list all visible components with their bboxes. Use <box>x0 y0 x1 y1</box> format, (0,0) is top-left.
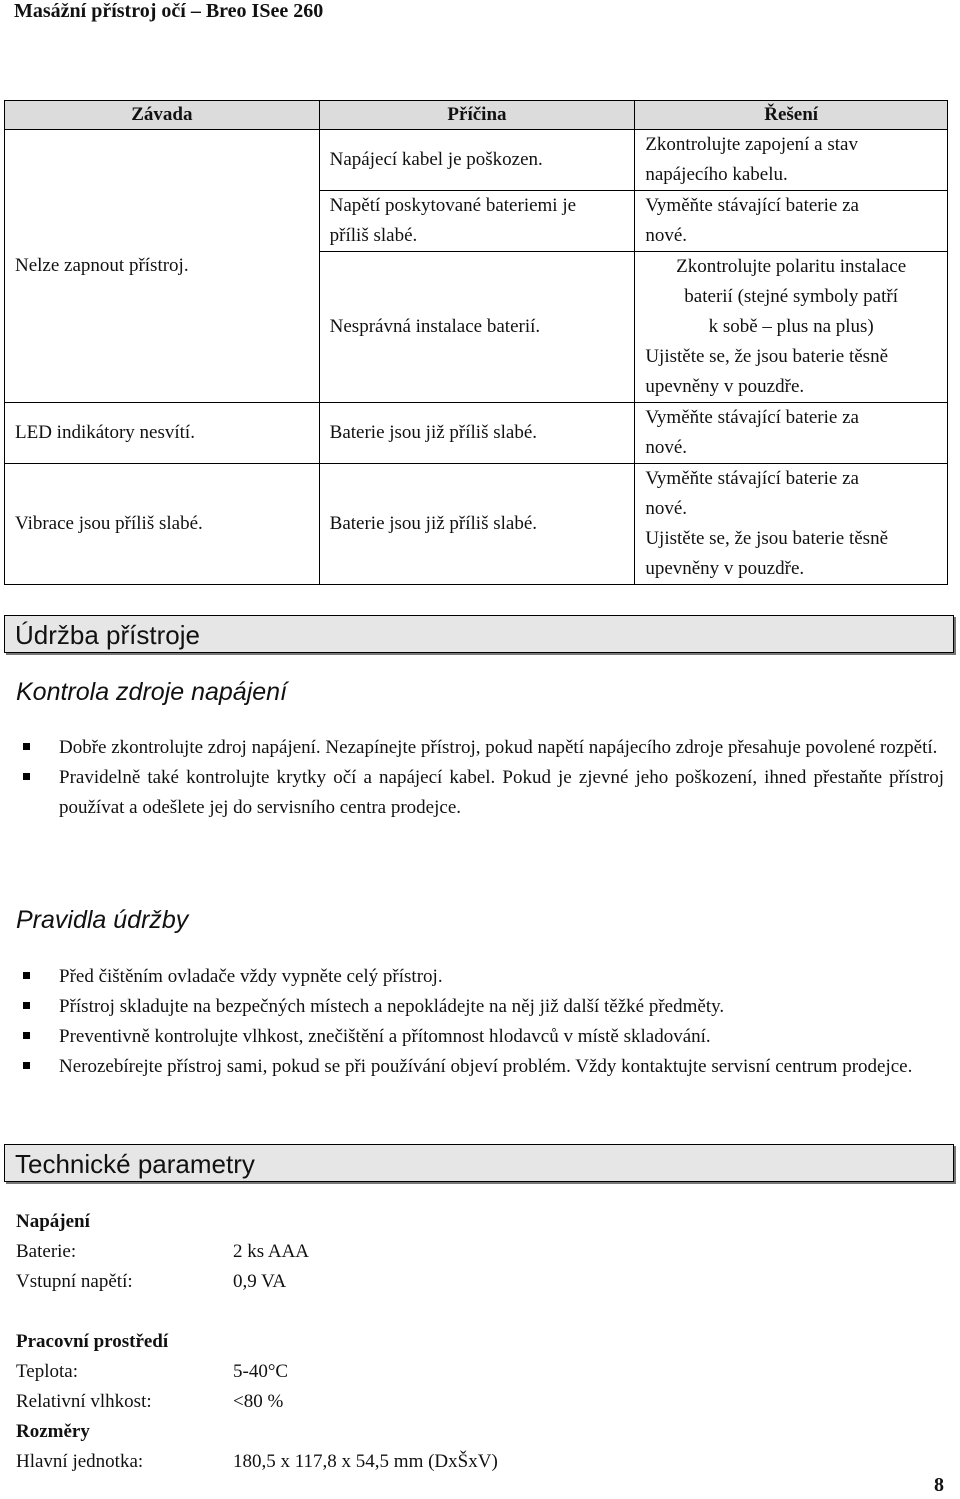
solution-cell: Vyměňte stávající baterie za nové. <box>635 191 948 252</box>
cause-cell: Baterie jsou již příliš slabé. <box>319 403 635 464</box>
solution-cell: Zkontrolujte polaritu instalace baterií (stejné symboly patří k sobě – plus na plus) Ujistěte se, že jsou baterie těsně upevněny v pouzdře. <box>635 252 948 403</box>
cause-cell: Nesprávná instalace baterií. <box>319 252 635 403</box>
spec-value-main-unit: 180,5 x 117,8 x 54,5 mm (DxŠxV) <box>233 1451 498 1472</box>
document-title: Masážní přístroj očí – Breo ISee 260 <box>14 0 324 22</box>
technical-specs <box>16 1207 616 1477</box>
cause-cell: Baterie jsou již příliš slabé. <box>319 464 635 585</box>
section-heading-technical-parameters: Technické parametry <box>4 1144 954 1182</box>
spec-label-main-unit: Hlavní jednotka: <box>16 1451 144 1472</box>
cause-cell: Napětí poskytované bateriemi je příliš slabé. <box>319 191 635 252</box>
table-row <box>5 130 948 191</box>
spec-label-temperature: Teplota: <box>16 1361 78 1382</box>
spec-heading-dimensions: Rozměry <box>16 1421 90 1442</box>
power-check-list <box>16 733 944 823</box>
spec-heading-power: Napájení <box>16 1211 90 1232</box>
list-item: Přístroj skladujte na bezpečných místech a nepokládejte na něj již další těžké předměty. <box>16 992 944 1022</box>
fault-cell: Vibrace jsou příliš slabé. <box>5 464 320 585</box>
spec-label-humidity: Relativní vlhkost: <box>16 1391 152 1412</box>
cause-cell: Napájecí kabel je poškozen. <box>319 130 635 191</box>
list-item: Pravidelně také kontrolujte krytky očí a napájecí kabel. Pokud je zjevné jeho poškození, ihned přestaňte přístroj používat a odešlete jej do servisního centra prodejce. <box>16 763 944 823</box>
table-row <box>5 403 948 464</box>
page-number: 8 <box>934 1474 944 1496</box>
section-heading-maintenance: Údržba přístroje <box>4 615 954 653</box>
troubleshooting-table <box>4 100 948 585</box>
subheading-maintenance-rules: Pravidla údržby <box>16 906 189 934</box>
column-header-fault: Závada <box>5 101 320 130</box>
bullet-square-icon <box>23 1032 30 1039</box>
spec-value-battery: 2 ks AAA <box>233 1241 310 1262</box>
spec-label-voltage: Vstupní napětí: <box>16 1271 133 1292</box>
fault-cell: LED indikátory nesvítí. <box>5 403 320 464</box>
bullet-square-icon <box>23 972 30 979</box>
solution-cell: Zkontrolujte zapojení a stav napájecího kabelu. <box>635 130 948 191</box>
spec-value-voltage: 0,9 VA <box>233 1271 287 1292</box>
list-item: Před čištěním ovladače vždy vypněte celý přístroj. <box>16 962 944 992</box>
solution-cell: Vyměňte stávající baterie za nové. <box>635 403 948 464</box>
spec-heading-environment: Pracovní prostředí <box>16 1331 169 1352</box>
list-item: Nerozebírejte přístroj sami, pokud se při používání objeví problém. Vždy kontaktujte servisní centrum prodejce. <box>16 1052 944 1082</box>
spec-value-humidity: <80 % <box>233 1391 284 1412</box>
fault-cell: Nelze zapnout přístroj. <box>5 130 320 403</box>
bullet-square-icon <box>23 1062 30 1069</box>
solution-cell: Vyměňte stávající baterie za nové. Ujistěte se, že jsou baterie těsně upevněny v pouzdře. <box>635 464 948 585</box>
bullet-square-icon <box>23 743 30 750</box>
table-row <box>5 464 948 585</box>
bullet-square-icon <box>23 1002 30 1009</box>
subheading-power-check: Kontrola zdroje napájení <box>16 678 288 706</box>
list-item: Dobře zkontrolujte zdroj napájení. Nezapínejte přístroj, pokud napětí napájecího zdroje přesahuje povolené rozpětí. <box>16 733 944 763</box>
table-header-row <box>5 101 948 130</box>
spec-value-temperature: 5-40°C <box>233 1361 289 1382</box>
bullet-square-icon <box>23 773 30 780</box>
list-item: Preventivně kontrolujte vlhkost, znečištění a přítomnost hlodavců v místě skladování. <box>16 1022 944 1052</box>
maintenance-rules-list <box>16 962 944 1082</box>
column-header-solution: Řešení <box>635 101 948 130</box>
column-header-cause: Příčina <box>319 101 635 130</box>
spec-label-battery: Baterie: <box>16 1241 77 1262</box>
